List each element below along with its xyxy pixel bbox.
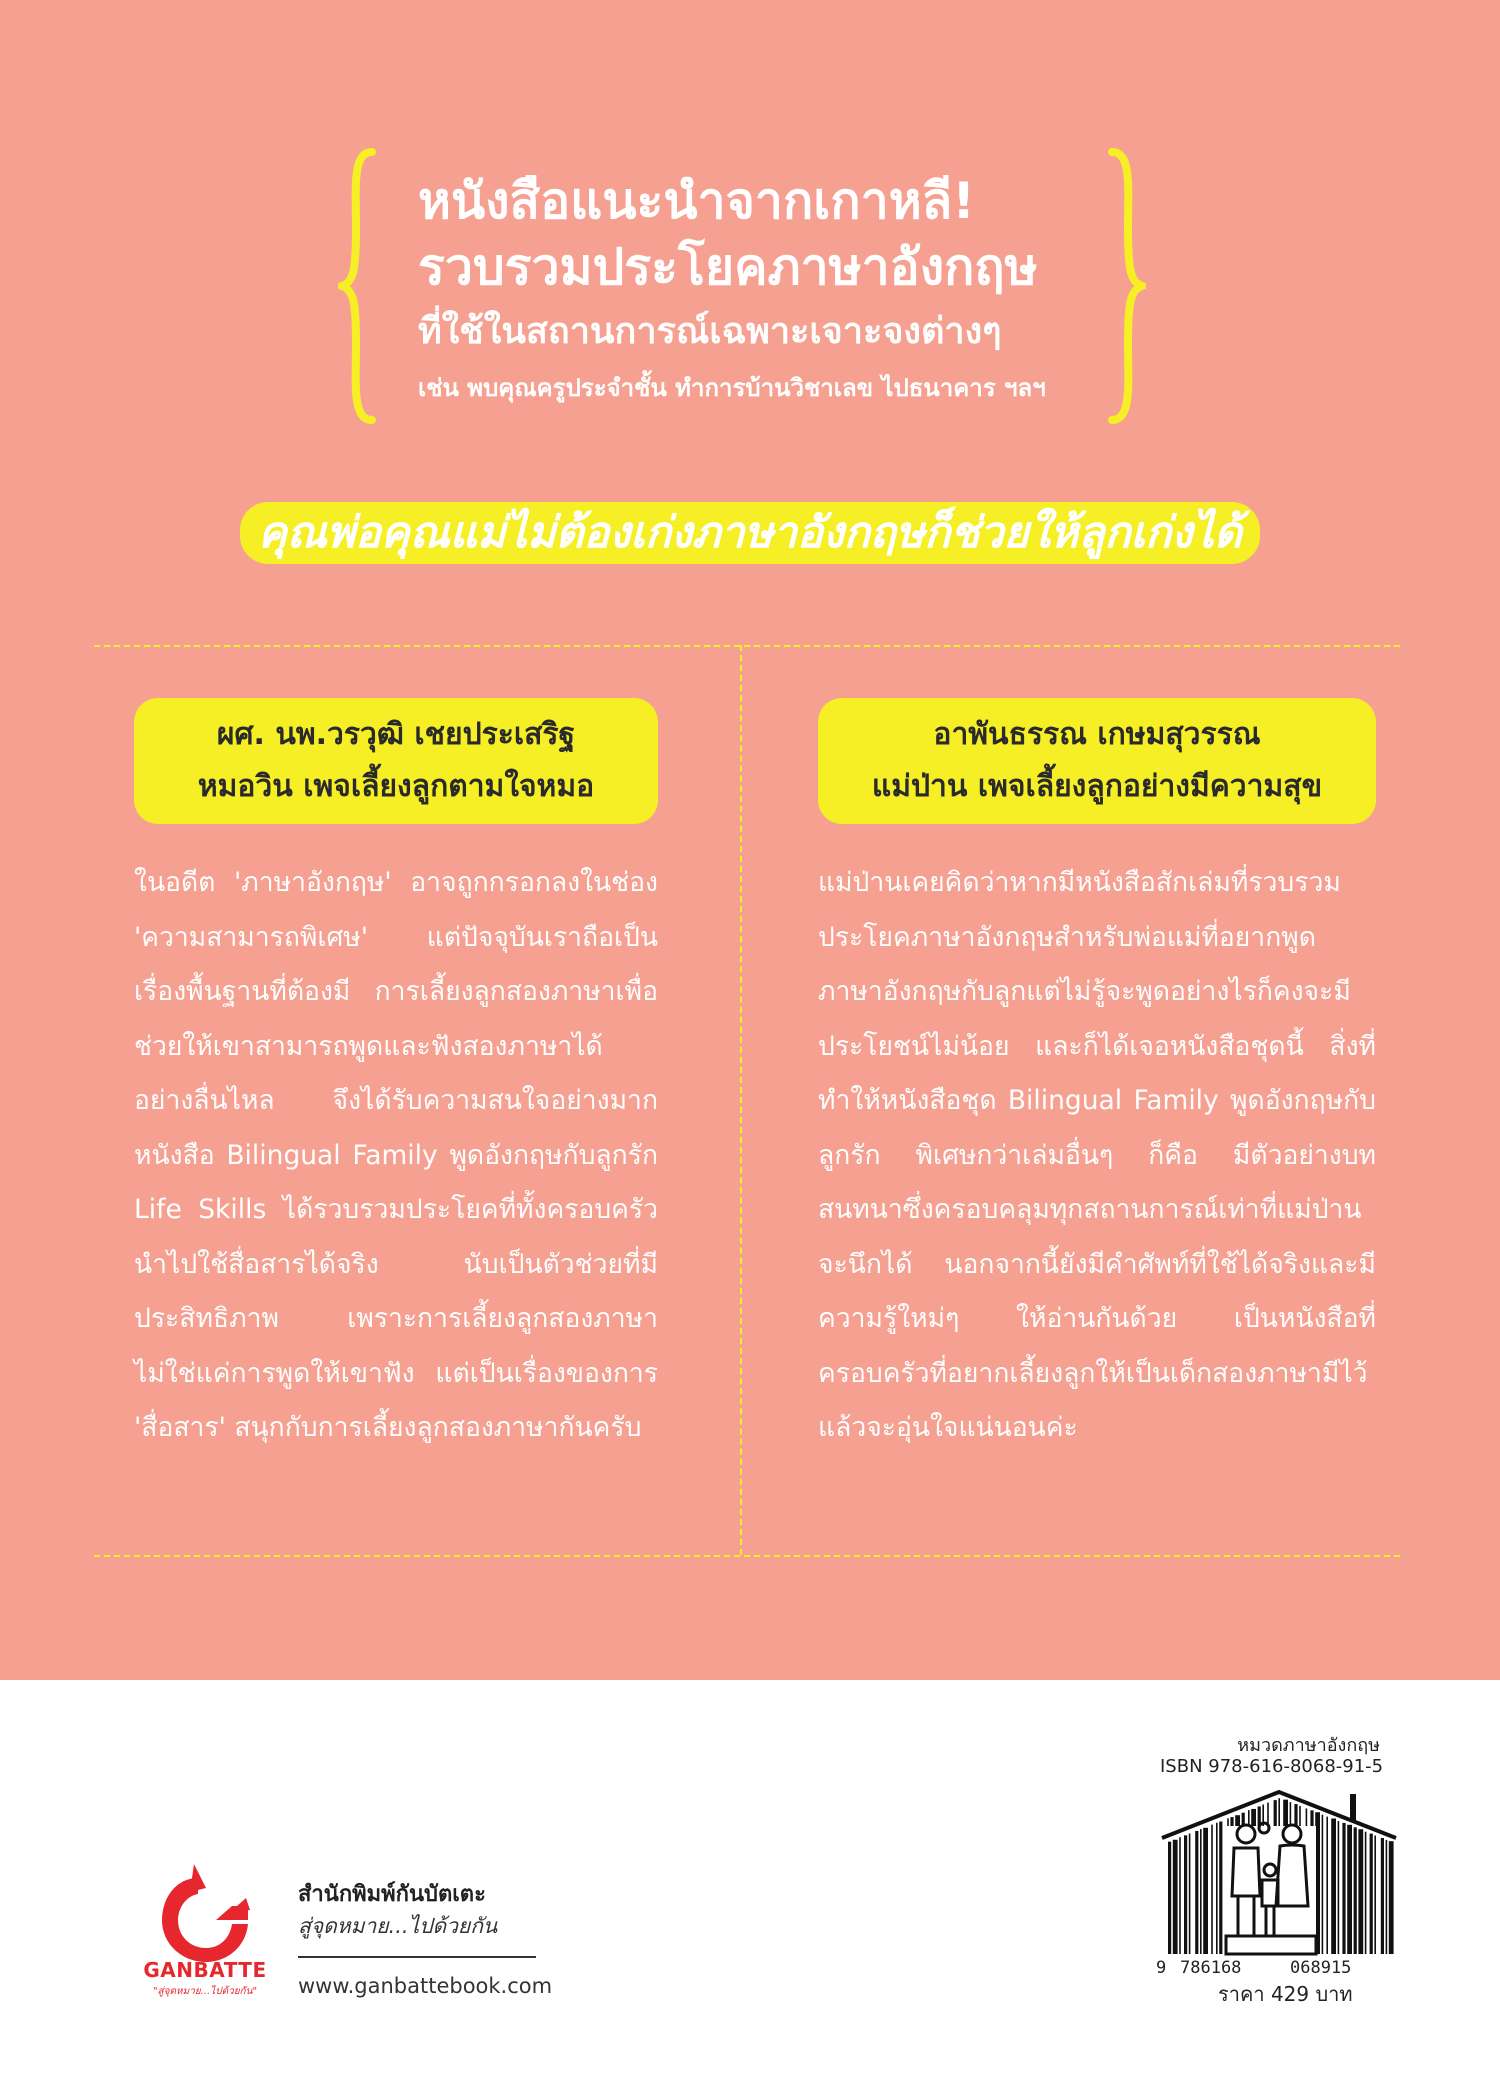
review-left-text: ในอดีต 'ภาษาอังกฤษ' อาจถูกกรอกลงในช่อง 'ความสามารถพิเศษ' แต่ปัจจุบันเราถือเป็นเรื่องพื้นฐานที่ต้องมี การเลี้ยงลูกสองภาษาเพื่อช่วยให้เขาสามารถพูดและฟังสองภาษาได้อย่างลื่นไหล จึงได้รับความสนใจอย่างมาก หนังสือ Bilingual Family พูดอังกฤษกับลูกรัก Life Skills ได้รวบรวมประโยคที่ทั้งครอบครัวนำไปใช้สื่อสารได้จริง นับเป็นตัวช่วยที่มีประสิทธิภาพ เพราะการเลี้ยงลูกสองภาษาไม่ใช่แค่การพูดให้เขาฟัง แต่เป็นเรื่องของการ 'สื่อสาร' สนุกกับการเลี้ยงลูกสองภาษากันครับ [134, 867, 658, 1443]
barcode-digit-first: 9 [1156, 1958, 1167, 1978]
headline-line-4: เช่น พบคุณครูประจำชั้น ทำการบ้านวิชาเลข ไปธนาคาร ฯลฯ [418, 374, 1046, 402]
tagline-highlight [240, 502, 1260, 564]
divider-top [94, 645, 1400, 647]
author-box-left [134, 698, 658, 824]
left-brace-icon [338, 148, 378, 424]
logo-wordmark: GANBATTE [143, 1958, 267, 1982]
author-right-page: แม่ป่าน เพจเลี้ยงลูกอย่างมีความสุข [871, 769, 1323, 804]
right-brace-icon [1106, 148, 1146, 424]
author-box-right [818, 698, 1376, 824]
price-label: ราคา 429 บาท [1218, 1982, 1353, 2006]
publisher-name: สำนักพิมพ์กันบัตเตะ [298, 1882, 486, 1907]
review-right-text: แม่ป่านเคยคิดว่าหากมีหนังสือสักเล่มที่รวบรวมประโยคภาษาอังกฤษสำหรับพ่อแม่ที่อยากพูดภาษาอังกฤษกับลูกแต่ไม่รู้จะพูดอย่างไรก็คงจะมีประโยชน์ไม่น้อย และก็ได้เจอหนังสือชุดนี้ สิ่งที่ทำให้หนังสือชุด Bilingual Family พูดอังกฤษกับลูกรัก พิเศษกว่าเล่มอื่นๆ ก็คือ มีตัวอย่างบทสนทนาซึ่งครอบคลุมทุกสถานการณ์เท่าที่แม่ป่านจะนึกได้ นอกจากนี้ยังมีคำศัพท์ที่ใช้ได้จริงและมีความรู้ใหม่ๆ ให้อ่านกันด้วย เป็นหนังสือที่ครอบครัวที่อยากเลี้ยงลูกให้เป็นเด็กสองภาษามีไว้แล้วจะอุ่นใจแน่นอนค่ะ [818, 867, 1376, 1443]
author-right-name: อาพันธรรณ เกษมสุวรรณ [933, 717, 1261, 752]
divider-bottom [94, 1555, 1400, 1557]
logo-subtitle: "สู่จุดหมาย...ไปด้วยกัน" [152, 1986, 258, 1997]
barcode-digits-1: 786168 [1180, 1958, 1242, 1978]
headline-line-3: ที่ใช้ในสถานการณ์เฉพาะเจาะจงต่างๆ [418, 311, 1002, 352]
headline-block [418, 168, 1078, 412]
barcode-digits-2: 068915 [1290, 1958, 1352, 1978]
tagline [200, 498, 1300, 566]
publisher-divider [298, 1956, 536, 1958]
isbn-number: ISBN 978-616-8068-91-5 [1160, 1756, 1384, 1777]
barcode-house-icon [1154, 1786, 1404, 1966]
review-left [134, 856, 658, 1456]
publisher-slogan: สู่จุดหมาย...ไปด้วยกัน [298, 1914, 498, 1938]
author-left-name: ผศ. นพ.วรวุฒิ เชยประเสริฐ [216, 717, 576, 752]
tagline-text: คุณพ่อคุณแม่ไม่ต้องเก่งภาษาอังกฤษก็ช่วยให้ลูกเก่งได้ [258, 508, 1242, 558]
divider-vertical [740, 645, 742, 1555]
review-right [818, 856, 1376, 1456]
author-left-page: หมอวิน เพจเลี้ยงลูกตามใจหมอ [197, 769, 595, 804]
publisher-website[interactable]: www.ganbattebook.com [298, 1974, 553, 1998]
headline-line-1: หนังสือแนะนำจากเกาหลี! [418, 172, 976, 230]
book-category: หมวดภาษาอังกฤษ [1237, 1735, 1380, 1756]
headline-line-2: รวบรวมประโยคภาษาอังกฤษ [418, 238, 1038, 296]
